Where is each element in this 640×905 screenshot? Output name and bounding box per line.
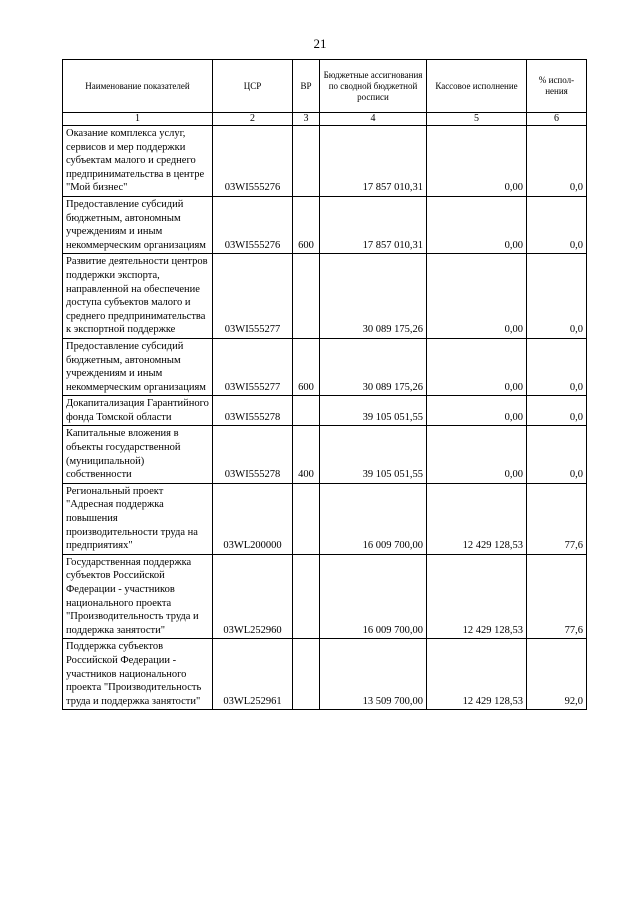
- row-percent: 0,0: [527, 396, 587, 426]
- header-vr: ВР: [293, 60, 320, 113]
- header-budget: Бюджетные ассигнования по сводной бюджетной росписи: [320, 60, 427, 113]
- table-row: [63, 396, 587, 426]
- row-csr: 03WI555278: [213, 396, 293, 426]
- row-csr: 03WI555277: [213, 254, 293, 339]
- row-csr: 03WI555278: [213, 426, 293, 483]
- row-percent: 77,6: [527, 554, 587, 639]
- row-name: Предоставление субсидий бюджетным, автономным учреждениям и иным некоммерческим организациям: [63, 338, 213, 395]
- row-cash: 12 429 128,53: [427, 639, 527, 710]
- row-cash: 0,00: [427, 338, 527, 395]
- row-csr: 03WL252961: [213, 639, 293, 710]
- row-vr: [293, 483, 320, 554]
- column-number: 3: [293, 113, 320, 126]
- header-row: [63, 60, 587, 113]
- header-cash: Кассовое исполнение: [427, 60, 527, 113]
- row-percent: 0,0: [527, 338, 587, 395]
- row-vr: [293, 396, 320, 426]
- column-number: 4: [320, 113, 427, 126]
- row-vr: [293, 126, 320, 197]
- row-percent: 0,0: [527, 196, 587, 253]
- table-row: [63, 196, 587, 253]
- row-cash: 0,00: [427, 254, 527, 339]
- column-number: 6: [527, 113, 587, 126]
- row-name: Поддержка субъектов Российской Федерации - участников национального проекта "Производительность труда и поддержка занятости": [63, 639, 213, 710]
- row-name: Докапитализация Гарантийного фонда Томской области: [63, 396, 213, 426]
- row-budget: 39 105 051,55: [320, 426, 427, 483]
- row-name: Развитие деятельности центров поддержки экспорта, направленной на обеспечение доступа субъектов малого и среднего предпринимательства к экспортной поддержке: [63, 254, 213, 339]
- row-budget: 17 857 010,31: [320, 126, 427, 197]
- row-percent: 0,0: [527, 426, 587, 483]
- table-row: [63, 639, 587, 710]
- column-number: 5: [427, 113, 527, 126]
- row-cash: 0,00: [427, 426, 527, 483]
- row-budget: 17 857 010,31: [320, 196, 427, 253]
- row-csr: 03WI555276: [213, 196, 293, 253]
- row-cash: 12 429 128,53: [427, 554, 527, 639]
- column-numbers-row: [63, 113, 587, 126]
- row-cash: 0,00: [427, 396, 527, 426]
- row-vr: [293, 254, 320, 339]
- column-number: 1: [63, 113, 213, 126]
- row-name: Государственная поддержка субъектов Российской Федерации - участников национального проекта "Производительность труда и поддержка занятости": [63, 554, 213, 639]
- page-number: 21: [313, 36, 327, 51]
- header-percent: % испол-нения: [527, 60, 587, 113]
- row-name: Капитальные вложения в объекты государственной (муниципальной) собственности: [63, 426, 213, 483]
- row-cash: 0,00: [427, 126, 527, 197]
- row-csr: 03WL200000: [213, 483, 293, 554]
- row-csr: 03WI555276: [213, 126, 293, 197]
- row-percent: 77,6: [527, 483, 587, 554]
- table-row: [63, 338, 587, 395]
- table-row: [63, 426, 587, 483]
- row-budget: 13 509 700,00: [320, 639, 427, 710]
- row-cash: 0,00: [427, 196, 527, 253]
- row-csr: 03WI555277: [213, 338, 293, 395]
- row-vr: 600: [293, 196, 320, 253]
- row-name: Предоставление субсидий бюджетным, автономным учреждениям и иным некоммерческим организациям: [63, 196, 213, 253]
- column-number: 2: [213, 113, 293, 126]
- row-percent: 0,0: [527, 126, 587, 197]
- row-vr: [293, 554, 320, 639]
- row-budget: 16 009 700,00: [320, 554, 427, 639]
- header-csr: ЦСР: [213, 60, 293, 113]
- row-budget: 30 089 175,26: [320, 254, 427, 339]
- row-vr: 600: [293, 338, 320, 395]
- header-name: Наименование показателей: [63, 60, 213, 113]
- row-percent: 0,0: [527, 254, 587, 339]
- row-percent: 92,0: [527, 639, 587, 710]
- row-name: Оказание комплекса услуг, сервисов и мер поддержки субъектам малого и среднего предпринимательства в центре "Мой бизнес": [63, 126, 213, 197]
- table-row: [63, 254, 587, 339]
- table-row: [63, 126, 587, 197]
- row-vr: [293, 639, 320, 710]
- row-budget: 16 009 700,00: [320, 483, 427, 554]
- row-budget: 30 089 175,26: [320, 338, 427, 395]
- row-name: Региональный проект "Адресная поддержка повышения производительности труда на предприятиях": [63, 483, 213, 554]
- row-csr: 03WL252960: [213, 554, 293, 639]
- row-vr: 400: [293, 426, 320, 483]
- budget-execution-table: [62, 59, 587, 710]
- table-row: [63, 483, 587, 554]
- table-row: [63, 554, 587, 639]
- row-cash: 12 429 128,53: [427, 483, 527, 554]
- row-budget: 39 105 051,55: [320, 396, 427, 426]
